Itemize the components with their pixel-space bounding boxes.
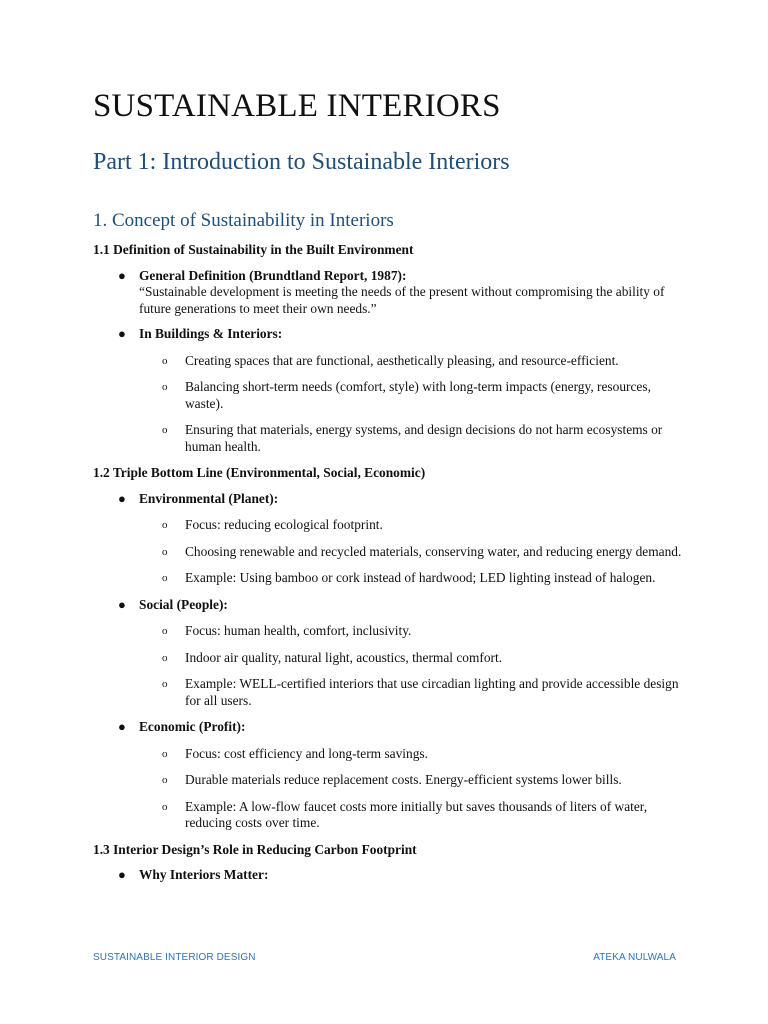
bullet-list bbox=[93, 491, 683, 832]
part-title: Part 1: Introduction to Sustainable Interiors bbox=[93, 149, 510, 175]
sub-list-item: o Example: WELL-certified interiors that use circadian lighting and provide accessible design for all users. bbox=[162, 676, 679, 708]
circle-bullet-icon: o bbox=[162, 747, 168, 760]
section-title: 1. Concept of Sustainability in Interiors bbox=[93, 210, 394, 231]
item-label: Why Interiors Matter: bbox=[139, 867, 269, 882]
document-title: SUSTAINABLE INTERIORS bbox=[93, 88, 501, 124]
sub-bullet-list bbox=[139, 517, 683, 587]
item-label: Environmental (Planet): bbox=[139, 490, 279, 506]
footer-course-title: SUSTAINABLE INTERIOR DESIGN bbox=[93, 952, 256, 963]
item-label: General Definition (Brundtland Report, 1987): bbox=[139, 267, 407, 283]
item-text: “Sustainable development is meeting the needs of the present without compromising the ability of future generations to meet their own needs.” bbox=[139, 284, 665, 316]
sub-list-item: o Example: A low-flow faucet costs more initially but saves thousands of liters of water, reducing costs over time. bbox=[162, 798, 648, 830]
item-label: In Buildings & Interiors: bbox=[139, 326, 283, 341]
item-label: Economic (Profit): bbox=[139, 719, 246, 734]
bullet-icon: ● bbox=[118, 596, 126, 612]
circle-bullet-icon: o bbox=[162, 424, 168, 436]
sub-list-item: o Focus: human health, comfort, inclusivity. bbox=[162, 623, 412, 638]
list-item bbox=[118, 267, 683, 318]
bullet-icon: ● bbox=[118, 719, 126, 734]
circle-bullet-icon: o bbox=[162, 572, 168, 584]
item-label: Social (People): bbox=[139, 596, 228, 612]
circle-bullet-icon: o bbox=[162, 800, 168, 813]
circle-bullet-icon: o bbox=[162, 545, 168, 558]
sub-list-item: o Indoor air quality, natural light, acoustics, thermal comfort. bbox=[162, 649, 503, 665]
circle-bullet-icon: o bbox=[162, 625, 168, 637]
sub-bullet-list bbox=[139, 623, 683, 709]
subsection-title: 1.1 Definition of Sustainability in the Built Environment bbox=[93, 242, 414, 257]
list-item bbox=[118, 596, 683, 710]
sub-bullet-list bbox=[139, 353, 683, 456]
footer-author: ATEKA NULWALA bbox=[593, 952, 676, 963]
circle-bullet-icon: o bbox=[162, 678, 168, 690]
circle-bullet-icon: o bbox=[162, 381, 168, 393]
bullet-icon: ● bbox=[118, 326, 126, 341]
circle-bullet-icon: o bbox=[162, 354, 168, 367]
bullet-list bbox=[93, 867, 683, 884]
list-item bbox=[118, 719, 683, 832]
sub-list-item: o Focus: reducing ecological footprint. bbox=[162, 517, 383, 532]
bullet-list bbox=[93, 268, 683, 456]
subsection-title: 1.3 Interior Design’s Role in Reducing Carbon Footprint bbox=[93, 841, 417, 857]
subsection-title: 1.2 Triple Bottom Line (Environmental, Social, Economic) bbox=[93, 465, 426, 480]
sub-list-item: o Focus: cost efficiency and long-term savings. bbox=[162, 745, 428, 761]
sub-list-item: o Ensuring that materials, energy systems, and design decisions do not harm ecosystems or human health. bbox=[162, 422, 663, 454]
sub-list-item: o Choosing renewable and recycled materials, conserving water, and reducing energy demand. bbox=[162, 543, 682, 559]
circle-bullet-icon: o bbox=[162, 774, 168, 786]
circle-bullet-icon: o bbox=[162, 519, 168, 531]
list-item bbox=[118, 867, 683, 884]
list-item bbox=[118, 326, 683, 455]
bullet-icon: ● bbox=[118, 490, 126, 506]
sub-list-item: o Creating spaces that are functional, aesthetically pleasing, and resource-efficient. bbox=[162, 352, 619, 368]
sub-bullet-list bbox=[139, 746, 683, 832]
sub-list-item: o Example: Using bamboo or cork instead of hardwood; LED lighting instead of halogen. bbox=[162, 570, 656, 585]
circle-bullet-icon: o bbox=[162, 651, 168, 664]
bullet-icon: ● bbox=[118, 867, 126, 882]
list-item bbox=[118, 490, 683, 587]
bullet-icon: ● bbox=[118, 267, 126, 283]
document-body bbox=[93, 209, 683, 893]
sub-list-item: o Durable materials reduce replacement costs. Energy-efficient systems lower bills. bbox=[162, 772, 622, 787]
sub-list-item: o Balancing short-term needs (comfort, style) with long-term impacts (energy, resources, waste). bbox=[162, 379, 651, 411]
